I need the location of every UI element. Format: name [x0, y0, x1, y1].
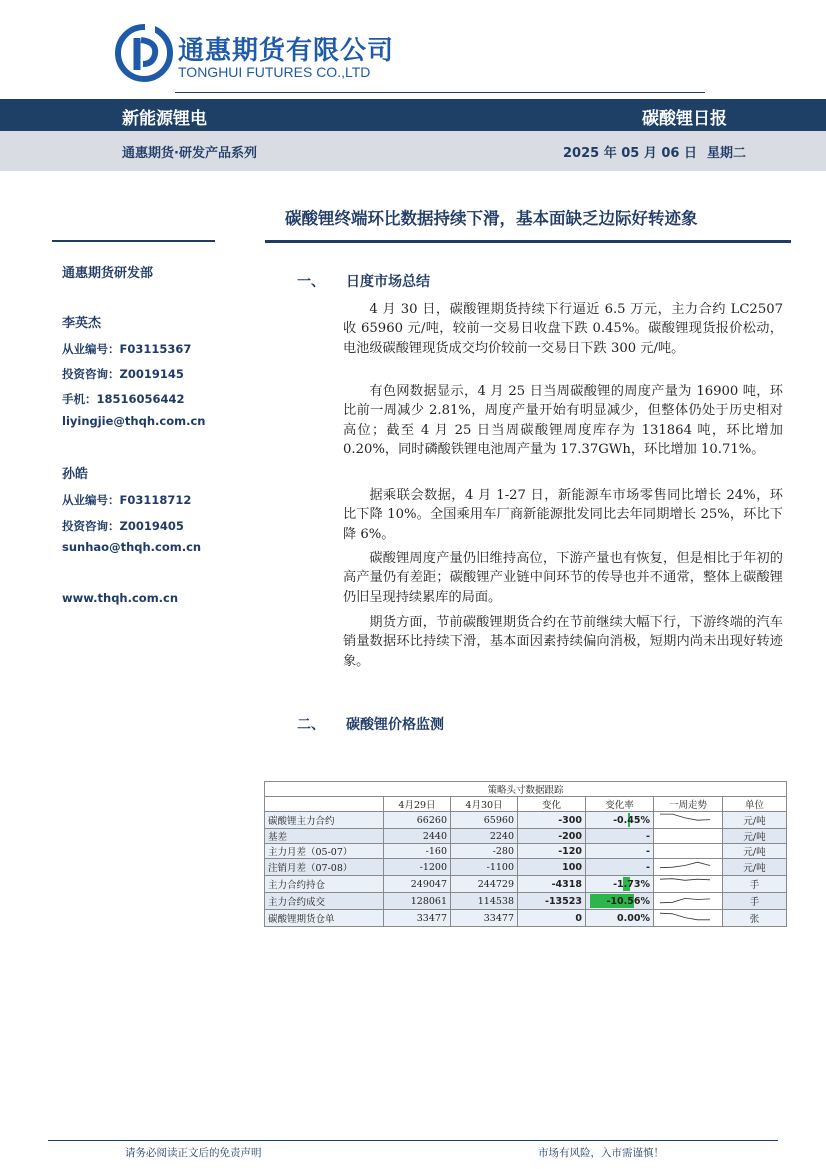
analyst-name: 孙皓 — [62, 467, 89, 482]
divider — [265, 240, 791, 243]
report-weekday: 星期二 — [707, 146, 747, 161]
cell-change: -13523 — [518, 893, 586, 910]
sparkline-line — [660, 913, 710, 920]
table-row — [265, 910, 787, 927]
paragraph: 碳酸锂周度产量仍旧维持高位，下游产量也有恢复，但是相比于年初的高产量仍有差距；碳酸锂产业链中间环节的传导也并不通常，整体上碳酸锂仍旧呈现持续累库的局面。 — [343, 551, 783, 605]
cell-change: -120 — [518, 844, 586, 859]
table-caption: 策略头寸数据跟踪 — [265, 782, 787, 797]
cell-change: 0 — [518, 910, 586, 927]
company-name-en: TONGHUI FUTURES CO.,LTD — [178, 64, 371, 80]
sparkline-icon — [654, 812, 716, 825]
change-rate-text: - — [646, 861, 650, 873]
cell-value: 66260 — [384, 812, 451, 829]
row-label: 基差 — [265, 829, 384, 844]
divider — [175, 92, 705, 93]
trend-sparkline — [654, 876, 723, 893]
cell-change-rate — [586, 876, 654, 893]
cell-value: 114538 — [451, 893, 518, 910]
table-row — [265, 876, 787, 893]
change-rate-text: 0.00% — [617, 912, 650, 924]
cell-value: -160 — [384, 844, 451, 859]
analyst-email[interactable]: sunhao@thqh.com.cn — [62, 540, 202, 554]
table-row — [265, 893, 787, 910]
cell-unit: 元/吨 — [723, 829, 787, 844]
company-name-cn: 通惠期货有限公司 — [178, 36, 395, 66]
change-rate-text: -1.73% — [613, 878, 650, 890]
section-title: 碳酸锂价格监测 — [346, 717, 444, 733]
table-header: 变化 — [518, 797, 586, 812]
cell-unit: 张 — [723, 910, 787, 927]
risk-note: 市场有风险，入市需谨慎！ — [538, 1147, 664, 1159]
cell-value: 244729 — [451, 876, 518, 893]
cell-change-rate — [586, 829, 654, 844]
cell-value: 249047 — [384, 876, 451, 893]
page-title: 碳酸锂终端环比数据持续下滑，基本面缺乏边际好转迹象 — [285, 209, 698, 228]
table-row — [265, 859, 787, 876]
cell-value: -280 — [451, 844, 518, 859]
header-subband — [0, 131, 826, 171]
company-logo-icon — [115, 24, 173, 82]
trend-sparkline — [654, 910, 723, 927]
change-rate-text: - — [646, 845, 650, 857]
table-header: 一周走势 — [654, 797, 723, 812]
analyst-license: 从业编号：F03118712 — [62, 493, 192, 507]
price-monitor-table — [264, 781, 787, 927]
row-label: 碳酸锂主力合约 — [265, 812, 384, 829]
trend-sparkline — [654, 893, 723, 910]
analyst-advisor: 投资咨询：Z0019145 — [62, 367, 184, 381]
section-number: 二、 — [297, 717, 325, 733]
cell-value: -1200 — [384, 859, 451, 876]
cell-value: 2440 — [384, 829, 451, 844]
cell-unit: 元/吨 — [723, 812, 787, 829]
paragraph: 据乘联会数据，4 月 1-27 日，新能源车市场零售同比增长 24%，环比下降 10%。全国乘用车厂商新能源批发同比去年同期增长 25%，环比下降 6%。 — [343, 488, 783, 542]
cell-change-rate — [586, 910, 654, 927]
sparkline-icon — [654, 876, 716, 889]
analyst-name: 李英杰 — [62, 316, 102, 331]
cell-unit: 元/吨 — [723, 844, 787, 859]
analyst-phone: 手机：18516056442 — [62, 392, 185, 406]
dept-name: 通惠期货研发部 — [62, 266, 154, 281]
table-row — [265, 812, 787, 829]
table-header: 变化率 — [586, 797, 654, 812]
sparkline-line — [660, 862, 710, 868]
section-title: 日度市场总结 — [346, 274, 430, 290]
cell-change: 100 — [518, 859, 586, 876]
cell-value: 128061 — [384, 893, 451, 910]
cell-unit: 元/吨 — [723, 859, 787, 876]
paragraph: 4 月 30 日，碳酸锂期货持续下行逼近 6.5 万元，主力合约 LC2507 收 65960 元/吨，较前一交易日收盘下跌 0.45%。碳酸锂现货报价松动，电池级碳酸锂现货成交均价较前一交易日下跌 300 元/吨。 — [343, 302, 783, 356]
report-series: 通惠期货·研发产品系列 — [122, 146, 257, 161]
sparkline-icon — [654, 859, 716, 872]
table-row — [265, 829, 787, 844]
analyst-license: 从业编号：F03115367 — [62, 342, 192, 356]
analyst-email[interactable]: liyingjie@thqh.com.cn — [62, 414, 206, 428]
trend-sparkline — [654, 844, 723, 859]
cell-change-rate — [586, 844, 654, 859]
change-rate-text: - — [646, 830, 650, 842]
cell-unit: 手 — [723, 876, 787, 893]
cell-value: -1100 — [451, 859, 518, 876]
analyst-advisor: 投资咨询：Z0019405 — [62, 519, 184, 533]
row-label: 主力合约持仓 — [265, 876, 384, 893]
paragraph: 有色网数据显示，4 月 25 日当周碳酸锂的周度产量为 16900 吨，环比前一周减少 2.81%，周度产量开始有明显减少，但整体仍处于历史相对高位；截至 4 月 25 日当周碳酸锂周度库存为 131864 吨，环比增加 0.20%，同时磷酸铁锂电池周产量为 17.37GWh，环比增加 10.71%。 — [343, 384, 783, 457]
trend-sparkline — [654, 812, 723, 829]
table-header: 4月30日 — [451, 797, 518, 812]
row-label: 注销月差（07-08） — [265, 859, 384, 876]
report-date: 2025 年 05 月 06 日 — [563, 146, 697, 161]
divider — [52, 240, 215, 242]
cell-change-rate — [586, 859, 654, 876]
table-header: 单位 — [723, 797, 787, 812]
row-label: 主力月差（05-07） — [265, 844, 384, 859]
cell-change-rate — [586, 812, 654, 829]
header-band — [0, 99, 826, 131]
cell-change: -200 — [518, 829, 586, 844]
sparkline-icon — [654, 910, 716, 923]
sparkline-icon — [654, 893, 716, 906]
report-category: 新能源锂电 — [122, 109, 207, 129]
disclaimer-note: 请务必阅读正文后的免责声明 — [125, 1147, 262, 1159]
website-link[interactable]: www.thqh.com.cn — [62, 591, 179, 605]
trend-sparkline — [654, 859, 723, 876]
table-row — [265, 844, 787, 859]
cell-value: 33477 — [451, 910, 518, 927]
section-number: 一、 — [297, 274, 325, 290]
row-label: 碳酸锂期货仓单 — [265, 910, 384, 927]
paragraph: 期货方面，节前碳酸锂期货合约在节前继续大幅下行，下游终端的汽车销量数据环比持续下滑，基本面因素持续偏向消极，短期内尚未出现好转迹象。 — [343, 615, 783, 669]
sparkline-line — [660, 898, 710, 902]
table-header: 4月29日 — [384, 797, 451, 812]
row-label: 主力合约成交 — [265, 893, 384, 910]
sparkline-line — [660, 814, 710, 820]
cell-change: -300 — [518, 812, 586, 829]
cell-value: 33477 — [384, 910, 451, 927]
sparkline-line — [660, 879, 710, 881]
cell-change: -4318 — [518, 876, 586, 893]
report-type: 碳酸锂日报 — [642, 109, 727, 129]
cell-change-rate — [586, 893, 654, 910]
trend-sparkline — [654, 829, 723, 844]
table-header — [265, 797, 384, 812]
cell-unit: 手 — [723, 893, 787, 910]
cell-value: 65960 — [451, 812, 518, 829]
change-rate-text: -10.56% — [606, 895, 650, 907]
divider — [48, 1140, 778, 1141]
cell-value: 2240 — [451, 829, 518, 844]
change-rate-text: -0.45% — [613, 814, 650, 826]
